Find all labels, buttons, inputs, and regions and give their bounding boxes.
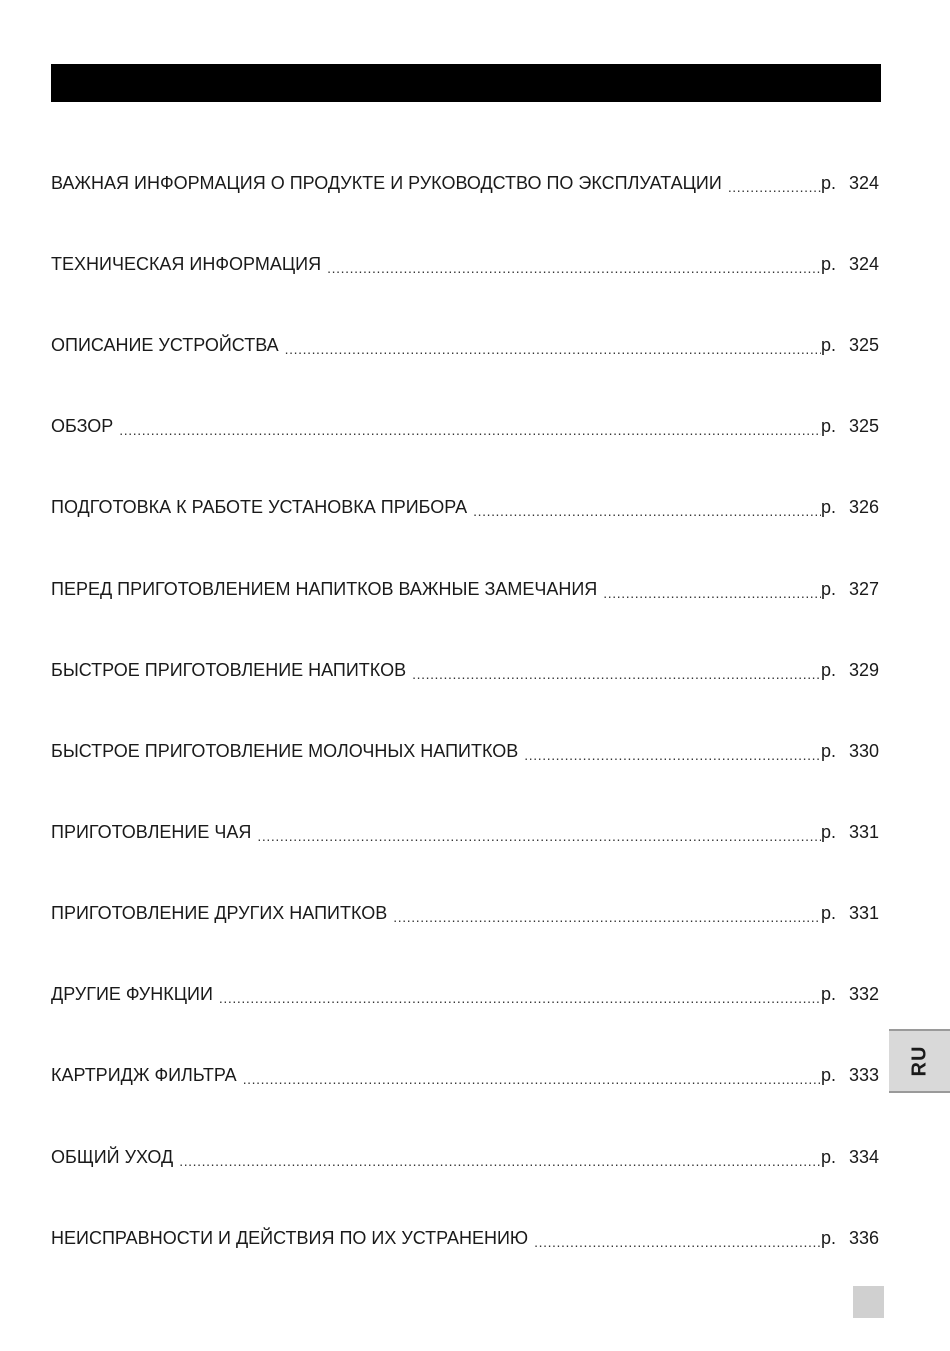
toc-page-number: 326 xyxy=(848,497,879,517)
toc-page-prefix: p. xyxy=(821,254,837,274)
toc-page-number: 332 xyxy=(848,984,879,1004)
toc-page-number: 336 xyxy=(848,1228,879,1248)
toc-page-number: 331 xyxy=(848,822,879,842)
toc-page-number: 325 xyxy=(848,416,879,436)
toc-dot-leader xyxy=(524,739,821,763)
header-bar xyxy=(51,64,881,102)
toc-entry-title: НЕИСПРАВНОСТИ И ДЕЙСТВИЯ ПО ИХ УСТРАНЕНИЮ xyxy=(51,1228,529,1248)
toc-entry[interactable] xyxy=(51,171,879,195)
toc-page-prefix: p. xyxy=(821,579,837,599)
toc-dot-leader xyxy=(473,495,821,519)
toc-page-ref xyxy=(821,252,879,276)
toc-page-prefix: p. xyxy=(821,1147,837,1167)
toc-page-prefix: p. xyxy=(821,741,837,761)
toc-entry-title: ПРИГОТОВЛЕНИЕ ЧАЯ xyxy=(51,822,252,842)
toc-page-prefix: p. xyxy=(821,903,837,923)
toc-page-ref xyxy=(821,820,879,844)
toc-entry[interactable] xyxy=(51,901,879,925)
toc-dot-leader xyxy=(179,1145,821,1169)
toc-entry[interactable] xyxy=(51,982,879,1006)
toc-entry-title: ОБЩИЙ УХОД xyxy=(51,1147,174,1167)
toc-page-prefix: p. xyxy=(821,660,837,680)
toc-page-prefix: p. xyxy=(821,1065,837,1085)
toc-entry[interactable] xyxy=(51,495,879,519)
toc-page-number: 327 xyxy=(848,579,879,599)
toc-dot-leader xyxy=(119,414,821,438)
toc-page-ref xyxy=(821,1226,879,1250)
toc-page-prefix: p. xyxy=(821,1228,837,1248)
toc-dot-leader xyxy=(603,577,821,601)
toc-entry-title: БЫСТРОЕ ПРИГОТОВЛЕНИЕ НАПИТКОВ xyxy=(51,660,407,680)
page-marker xyxy=(853,1286,884,1318)
toc-entry[interactable] xyxy=(51,658,879,682)
toc-page-ref xyxy=(821,901,879,925)
toc-page-ref xyxy=(821,982,879,1006)
language-tab xyxy=(889,1029,950,1093)
toc-dot-leader xyxy=(327,252,821,276)
toc-page-ref xyxy=(821,333,879,357)
toc-page-prefix: p. xyxy=(821,335,837,355)
toc-page-prefix: p. xyxy=(821,984,837,1004)
toc-page-ref xyxy=(821,739,879,763)
toc-dot-leader xyxy=(412,658,821,682)
toc-entry[interactable] xyxy=(51,414,879,438)
toc-dot-leader xyxy=(285,333,821,357)
toc-entry[interactable] xyxy=(51,333,879,357)
toc-page-number: 331 xyxy=(848,903,879,923)
toc-entry-title: КАРТРИДЖ ФИЛЬТРА xyxy=(51,1065,237,1085)
toc-page-number: 324 xyxy=(848,254,879,274)
toc-page-prefix: p. xyxy=(821,822,837,842)
toc-dot-leader xyxy=(393,901,821,925)
toc-page-number: 334 xyxy=(848,1147,879,1167)
toc-entry[interactable] xyxy=(51,577,879,601)
toc-entry[interactable] xyxy=(51,1145,879,1169)
toc-page-ref xyxy=(821,1145,879,1169)
toc-entry-title: ПЕРЕД ПРИГОТОВЛЕНИЕМ НАПИТКОВ ВАЖНЫЕ ЗАМЕЧАНИЯ xyxy=(51,579,598,599)
toc-entry[interactable] xyxy=(51,1226,879,1250)
toc-page-ref xyxy=(821,658,879,682)
toc-page-ref xyxy=(821,171,879,195)
language-tab-label: RU xyxy=(908,1045,930,1077)
toc-page-number: 324 xyxy=(848,173,879,193)
toc-dot-leader xyxy=(243,1063,821,1087)
toc-page-ref xyxy=(821,414,879,438)
toc-entry[interactable] xyxy=(51,820,879,844)
toc-entry-title: ДРУГИЕ ФУНКЦИИ xyxy=(51,984,213,1004)
toc-page-number: 333 xyxy=(848,1065,879,1085)
toc-page-ref xyxy=(821,577,879,601)
toc-entry-title: ПРИГОТОВЛЕНИЕ ДРУГИХ НАПИТКОВ xyxy=(51,903,388,923)
toc-entry[interactable] xyxy=(51,252,879,276)
toc-page-prefix: p. xyxy=(821,416,837,436)
toc-dot-leader xyxy=(728,171,821,195)
toc-page-ref xyxy=(821,495,879,519)
toc-page-number: 329 xyxy=(848,660,879,680)
toc-entry[interactable] xyxy=(51,1063,879,1087)
toc-dot-leader xyxy=(257,820,821,844)
toc-entry-title: ВАЖНАЯ ИНФОРМАЦИЯ О ПРОДУКТЕ И РУКОВОДСТВО ПО ЭКСПЛУАТАЦИИ xyxy=(51,173,722,193)
toc-page-prefix: p. xyxy=(821,497,837,517)
toc-page-ref xyxy=(821,1063,879,1087)
toc-dot-leader xyxy=(219,982,821,1006)
toc-page-number: 330 xyxy=(848,741,879,761)
toc-entry-title: ТЕХНИЧЕСКАЯ ИНФОРМАЦИЯ xyxy=(51,254,322,274)
toc-entry-title: ОПИСАНИЕ УСТРОЙСТВА xyxy=(51,335,279,355)
toc-dot-leader xyxy=(534,1226,821,1250)
toc-page-prefix: p. xyxy=(821,173,837,193)
toc-entry-title: ОБЗОР xyxy=(51,416,114,436)
toc-entry-title: БЫСТРОЕ ПРИГОТОВЛЕНИЕ МОЛОЧНЫХ НАПИТКОВ xyxy=(51,741,519,761)
toc-entry[interactable] xyxy=(51,739,879,763)
toc-page-number: 325 xyxy=(848,335,879,355)
toc-entry-title: ПОДГОТОВКА К РАБОТЕ УСТАНОВКА ПРИБОРА xyxy=(51,497,468,517)
